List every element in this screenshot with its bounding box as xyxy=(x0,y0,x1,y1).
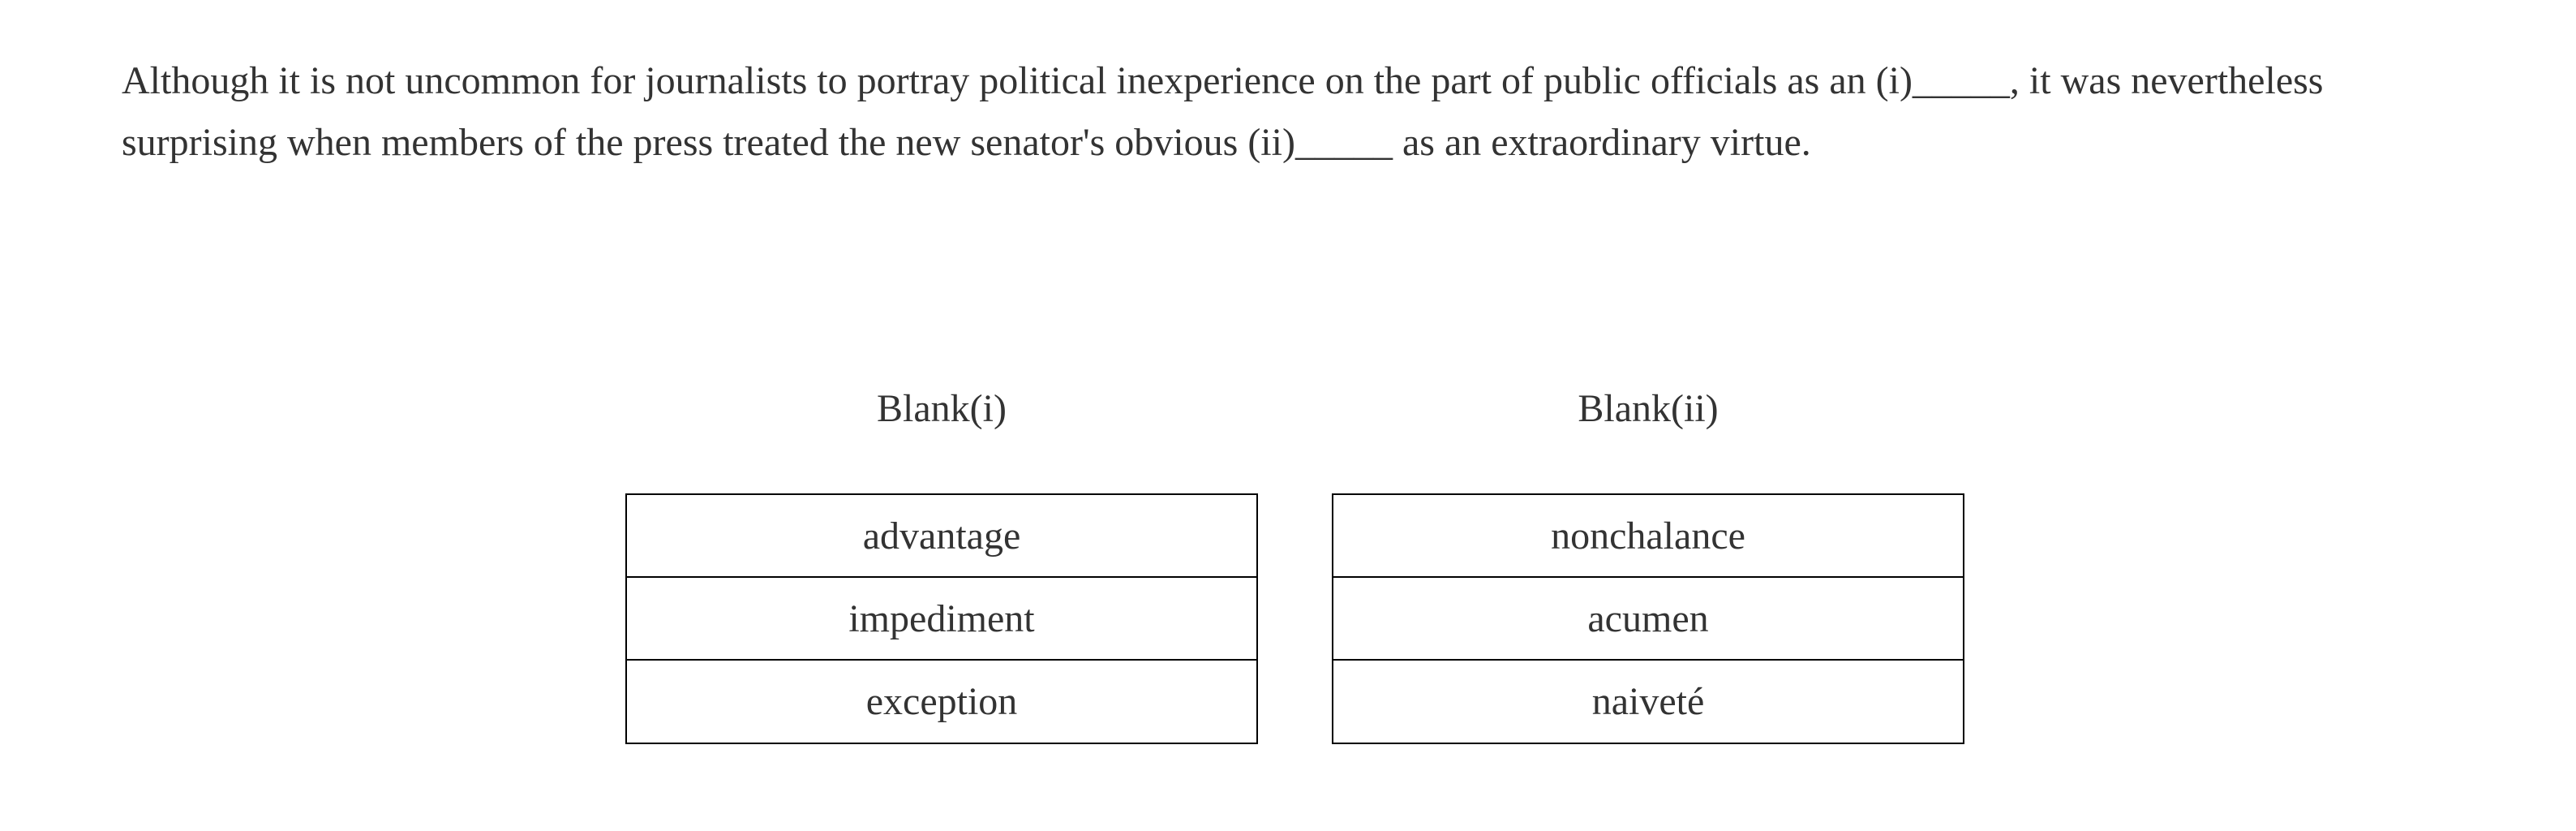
blank-ii-header: Blank(ii) xyxy=(1578,387,1719,430)
question-text: Although it is not uncommon for journalists to portray political inexperience on the part of public officials as an (i)_____, it was nevertheless surprising when members of the press treated the new senator's obvious (ii)_____ as an extraordinary virtue. xyxy=(122,59,2324,164)
blank-ii-column xyxy=(1332,378,1964,744)
blank-ii-choices xyxy=(1332,493,1964,744)
blank-ii-option-nonchalance[interactable]: nonchalance xyxy=(1333,495,1963,578)
blank-i-header: Blank(i) xyxy=(877,387,1007,430)
blank-i-option-impediment[interactable]: impediment xyxy=(627,578,1256,661)
blank-ii-option-naivete[interactable]: naiveté xyxy=(1591,680,1705,723)
blank-i-option-exception[interactable]: exception xyxy=(865,680,1018,723)
blank-i-column xyxy=(625,378,1258,744)
blank-i-option-advantage[interactable]: advantage xyxy=(627,495,1256,578)
blank-i-choices xyxy=(625,493,1258,744)
blank-ii-option-acumen[interactable]: acumen xyxy=(1333,578,1963,661)
